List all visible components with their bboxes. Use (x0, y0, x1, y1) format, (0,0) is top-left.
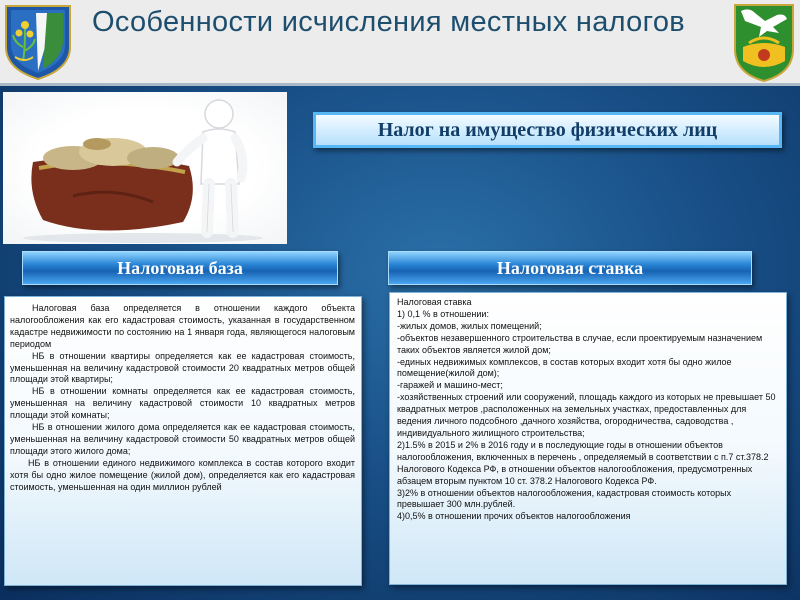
tax-rate-line: -объектов незавершенного строительства в случае, если проектируемым назначением таких объектов является жилой дом; (397, 332, 763, 355)
tax-base-paragraph: НБ в отношении квартиры определяется как ее кадастровая стоимость, уменьшенная на величину кадастровой стоимости 20 квадратных метров общей площади этой квартиры; (10, 350, 355, 385)
main-heading-banner: Налог на имущество физических лиц (313, 112, 782, 148)
tax-base-paragraph: НБ в отношении единого недвижимого комплекса в состав которого входит хотя бы одно жилое помещение (жилой дом), определяется как его кадастровая стоимость, уменьшенная на один миллион рублей (10, 457, 355, 492)
tax-rate-line: 2)1.5% в 2015 и 2% в 2016 году и в последующие годы в отношении объектов налогообложения, включенных в перечень , определяемый в соответствии с п.7 ст.378.2 Налогового Кодекса РФ, в отношении объектов налогообложения, предусмотренных абзацем вторым пунктом 10 ст. 378.2 Налогового Кодекса РФ. (397, 439, 769, 486)
tax-rate-line: 4)0,5% в отношении прочих объектов налогообложения (397, 511, 631, 522)
tax-base-paragraph: Налоговая база определяется в отношении каждого объекта налогообложения как его кадастровая стоимость, указанная в государственном кадастре недвижимости по состоянию на 1 января года, являющегося налоговым периодом (10, 303, 355, 349)
tax-rate-line: Налоговая ставка (397, 297, 472, 307)
city-coat-of-arms-icon (731, 3, 797, 83)
tax-base-heading: Налоговая база (22, 251, 338, 285)
tax-rate-line: -единых недвижимых комплексов, в состав которых входит хотя бы одно жилое помещение(жилой дом); (397, 356, 732, 379)
tax-base-paragraph: НБ в отношении жилого дома определяется как ее кадастровая стоимость, уменьшенная на величину кадастровой стоимости 50 квадратных метров общей площади этого жилого дома; (10, 422, 355, 456)
tax-rate-line: -жилых домов, жилых помещений; (397, 320, 542, 331)
tax-rate-line: 1) 0,1 % в отношении: (397, 308, 489, 319)
illustration-panel (3, 92, 287, 244)
tax-rate-line: -хозяйственных строений или сооружений, площадь каждого из которых не превышает 50 квадратных метров ,расположенных на земельных участках, предоставленных для ведения личного подсобного ,дачного хозяйства, огородничества, садоводства , индивидуального жилищного строительства; (397, 392, 776, 438)
tax-rate-panel (389, 292, 787, 585)
page-title: Особенности исчисления местных налогов (92, 6, 685, 38)
tax-rate-heading: Налоговая ставка (388, 251, 752, 285)
person-with-money-purse-illustration (3, 92, 287, 244)
tax-rate-line: 3)2% в отношении объектов налогообложения, кадастровая стоимость которых превышает 300 млн.рублей. (397, 487, 732, 510)
tax-base-panel (4, 296, 362, 586)
district-coat-of-arms-icon (3, 3, 73, 81)
tax-rate-line: -гаражей и машино-мест; (397, 380, 503, 391)
tax-base-paragraph: НБ в отношении комнаты определяется как ее кадастровая стоимость, уменьшенная на величину кадастровой стоимости 10 квадратных метров площади этой комнаты; (10, 386, 355, 421)
header-divider (0, 83, 800, 86)
